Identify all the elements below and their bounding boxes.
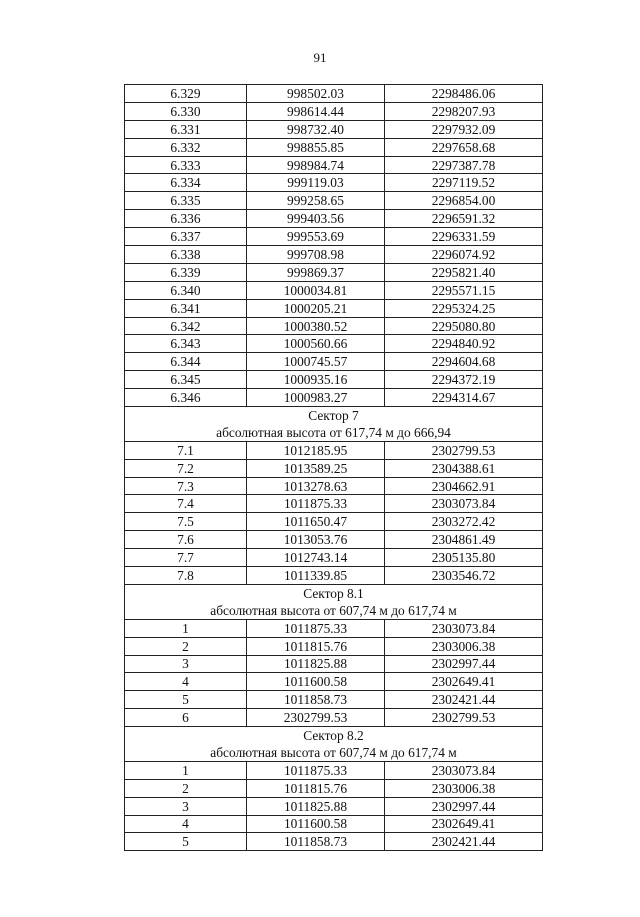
point-number-cell: 3 [125, 655, 247, 673]
point-number-cell: 6.340 [125, 281, 247, 299]
table-row [125, 709, 543, 727]
table-row [125, 263, 543, 281]
y-coordinate-cell: 2302421.44 [385, 691, 543, 709]
table-row [125, 761, 543, 779]
table-row [125, 210, 543, 228]
x-coordinate-cell: 999708.98 [247, 246, 385, 264]
x-coordinate-cell: 999869.37 [247, 263, 385, 281]
y-coordinate-cell: 2294604.68 [385, 353, 543, 371]
y-coordinate-cell: 2296854.00 [385, 192, 543, 210]
y-coordinate-cell: 2303006.38 [385, 637, 543, 655]
y-coordinate-cell: 2296591.32 [385, 210, 543, 228]
table-row [125, 673, 543, 691]
point-number-cell: 7.8 [125, 567, 247, 585]
point-number-cell: 6.330 [125, 102, 247, 120]
table-row [125, 531, 543, 549]
point-number-cell: 6.345 [125, 371, 247, 389]
point-number-cell: 5 [125, 691, 247, 709]
y-coordinate-cell: 2294314.67 [385, 389, 543, 407]
x-coordinate-cell: 1013053.76 [247, 531, 385, 549]
sector-altitude: абсолютная высота от 607,74 м до 617,74 м [125, 744, 543, 761]
coordinates-table-container [124, 84, 542, 851]
point-number-cell: 6.341 [125, 299, 247, 317]
y-coordinate-cell: 2302799.53 [385, 709, 543, 727]
table-row [125, 85, 543, 103]
table-row [125, 246, 543, 264]
y-coordinate-cell: 2302421.44 [385, 833, 543, 851]
table-row [125, 389, 543, 407]
x-coordinate-cell: 999403.56 [247, 210, 385, 228]
x-coordinate-cell: 1012185.95 [247, 441, 385, 459]
table-row [125, 138, 543, 156]
point-number-cell: 6.333 [125, 156, 247, 174]
sector-title-row [125, 407, 543, 424]
y-coordinate-cell: 2297932.09 [385, 120, 543, 138]
y-coordinate-cell: 2298207.93 [385, 102, 543, 120]
x-coordinate-cell: 998614.44 [247, 102, 385, 120]
y-coordinate-cell: 2298486.06 [385, 85, 543, 103]
table-row [125, 459, 543, 477]
table-row [125, 353, 543, 371]
table-row [125, 549, 543, 567]
sector-altitude-row [125, 744, 543, 761]
x-coordinate-cell: 1000983.27 [247, 389, 385, 407]
point-number-cell: 4 [125, 815, 247, 833]
point-number-cell: 2 [125, 637, 247, 655]
y-coordinate-cell: 2297387.78 [385, 156, 543, 174]
table-row [125, 477, 543, 495]
point-number-cell: 6.338 [125, 246, 247, 264]
point-number-cell: 1 [125, 619, 247, 637]
point-number-cell: 6.342 [125, 317, 247, 335]
table-row [125, 779, 543, 797]
table-row [125, 833, 543, 851]
point-number-cell: 7.6 [125, 531, 247, 549]
coordinates-table [124, 84, 543, 851]
sector-altitude-row [125, 424, 543, 441]
table-row [125, 441, 543, 459]
y-coordinate-cell: 2302997.44 [385, 797, 543, 815]
point-number-cell: 6.332 [125, 138, 247, 156]
y-coordinate-cell: 2297119.52 [385, 174, 543, 192]
x-coordinate-cell: 1011650.47 [247, 513, 385, 531]
x-coordinate-cell: 1000560.66 [247, 335, 385, 353]
point-number-cell: 3 [125, 797, 247, 815]
sector-title: Сектор 8.2 [125, 727, 543, 744]
sector-title-row [125, 584, 543, 601]
table-row [125, 228, 543, 246]
y-coordinate-cell: 2296074.92 [385, 246, 543, 264]
sector-title: Сектор 8.1 [125, 584, 543, 601]
point-number-cell: 1 [125, 761, 247, 779]
point-number-cell: 6.331 [125, 120, 247, 138]
point-number-cell: 6.344 [125, 353, 247, 371]
point-number-cell: 7.5 [125, 513, 247, 531]
y-coordinate-cell: 2294372.19 [385, 371, 543, 389]
table-row [125, 102, 543, 120]
point-number-cell: 7.4 [125, 495, 247, 513]
y-coordinate-cell: 2302799.53 [385, 441, 543, 459]
x-coordinate-cell: 999258.65 [247, 192, 385, 210]
x-coordinate-cell: 1011815.76 [247, 637, 385, 655]
table-row [125, 317, 543, 335]
point-number-cell: 6.346 [125, 389, 247, 407]
y-coordinate-cell: 2295821.40 [385, 263, 543, 281]
table-row [125, 299, 543, 317]
sector-altitude: абсолютная высота от 607,74 м до 617,74 м [125, 602, 543, 619]
x-coordinate-cell: 1011339.85 [247, 567, 385, 585]
x-coordinate-cell: 1011875.33 [247, 495, 385, 513]
x-coordinate-cell: 1011875.33 [247, 761, 385, 779]
y-coordinate-cell: 2303073.84 [385, 619, 543, 637]
y-coordinate-cell: 2304388.61 [385, 459, 543, 477]
y-coordinate-cell: 2305135.80 [385, 549, 543, 567]
table-row [125, 691, 543, 709]
coordinates-table-body [125, 85, 543, 851]
page-number: 91 [313, 50, 327, 65]
x-coordinate-cell: 2302799.53 [247, 709, 385, 727]
x-coordinate-cell: 1000205.21 [247, 299, 385, 317]
table-row [125, 619, 543, 637]
x-coordinate-cell: 1000034.81 [247, 281, 385, 299]
x-coordinate-cell: 998732.40 [247, 120, 385, 138]
table-row [125, 281, 543, 299]
table-row [125, 513, 543, 531]
y-coordinate-cell: 2297658.68 [385, 138, 543, 156]
y-coordinate-cell: 2302997.44 [385, 655, 543, 673]
y-coordinate-cell: 2295571.15 [385, 281, 543, 299]
y-coordinate-cell: 2302649.41 [385, 673, 543, 691]
table-row [125, 495, 543, 513]
x-coordinate-cell: 998984.74 [247, 156, 385, 174]
table-row [125, 156, 543, 174]
y-coordinate-cell: 2295080.80 [385, 317, 543, 335]
y-coordinate-cell: 2304861.49 [385, 531, 543, 549]
point-number-cell: 4 [125, 673, 247, 691]
y-coordinate-cell: 2294840.92 [385, 335, 543, 353]
x-coordinate-cell: 999119.03 [247, 174, 385, 192]
point-number-cell: 6.337 [125, 228, 247, 246]
x-coordinate-cell: 1011825.88 [247, 797, 385, 815]
point-number-cell: 6.336 [125, 210, 247, 228]
point-number-cell: 7.3 [125, 477, 247, 495]
point-number-cell: 5 [125, 833, 247, 851]
y-coordinate-cell: 2304662.91 [385, 477, 543, 495]
point-number-cell: 7.2 [125, 459, 247, 477]
point-number-cell: 6.335 [125, 192, 247, 210]
sector-title-row [125, 727, 543, 744]
x-coordinate-cell: 1013589.25 [247, 459, 385, 477]
y-coordinate-cell: 2302649.41 [385, 815, 543, 833]
x-coordinate-cell: 1011875.33 [247, 619, 385, 637]
y-coordinate-cell: 2303073.84 [385, 761, 543, 779]
table-row [125, 655, 543, 673]
table-row [125, 192, 543, 210]
y-coordinate-cell: 2303272.42 [385, 513, 543, 531]
y-coordinate-cell: 2303073.84 [385, 495, 543, 513]
x-coordinate-cell: 1013278.63 [247, 477, 385, 495]
y-coordinate-cell: 2296331.59 [385, 228, 543, 246]
y-coordinate-cell: 2295324.25 [385, 299, 543, 317]
point-number-cell: 6.343 [125, 335, 247, 353]
y-coordinate-cell: 2303546.72 [385, 567, 543, 585]
x-coordinate-cell: 1011600.58 [247, 815, 385, 833]
point-number-cell: 7.1 [125, 441, 247, 459]
x-coordinate-cell: 1011825.88 [247, 655, 385, 673]
x-coordinate-cell: 1011858.73 [247, 691, 385, 709]
table-row [125, 797, 543, 815]
table-row [125, 567, 543, 585]
table-row [125, 815, 543, 833]
table-row [125, 371, 543, 389]
x-coordinate-cell: 998855.85 [247, 138, 385, 156]
point-number-cell: 7.7 [125, 549, 247, 567]
x-coordinate-cell: 1011858.73 [247, 833, 385, 851]
table-row [125, 335, 543, 353]
x-coordinate-cell: 1011600.58 [247, 673, 385, 691]
point-number-cell: 6 [125, 709, 247, 727]
y-coordinate-cell: 2303006.38 [385, 779, 543, 797]
x-coordinate-cell: 1000935.16 [247, 371, 385, 389]
point-number-cell: 6.329 [125, 85, 247, 103]
point-number-cell: 2 [125, 779, 247, 797]
x-coordinate-cell: 1000380.52 [247, 317, 385, 335]
point-number-cell: 6.339 [125, 263, 247, 281]
x-coordinate-cell: 1012743.14 [247, 549, 385, 567]
sector-altitude-row [125, 602, 543, 619]
x-coordinate-cell: 1011815.76 [247, 779, 385, 797]
sector-altitude: абсолютная высота от 617,74 м до 666,94 [125, 424, 543, 441]
x-coordinate-cell: 999553.69 [247, 228, 385, 246]
x-coordinate-cell: 1000745.57 [247, 353, 385, 371]
x-coordinate-cell: 998502.03 [247, 85, 385, 103]
table-row [125, 174, 543, 192]
point-number-cell: 6.334 [125, 174, 247, 192]
table-row [125, 120, 543, 138]
sector-title: Сектор 7 [125, 407, 543, 424]
table-row [125, 637, 543, 655]
